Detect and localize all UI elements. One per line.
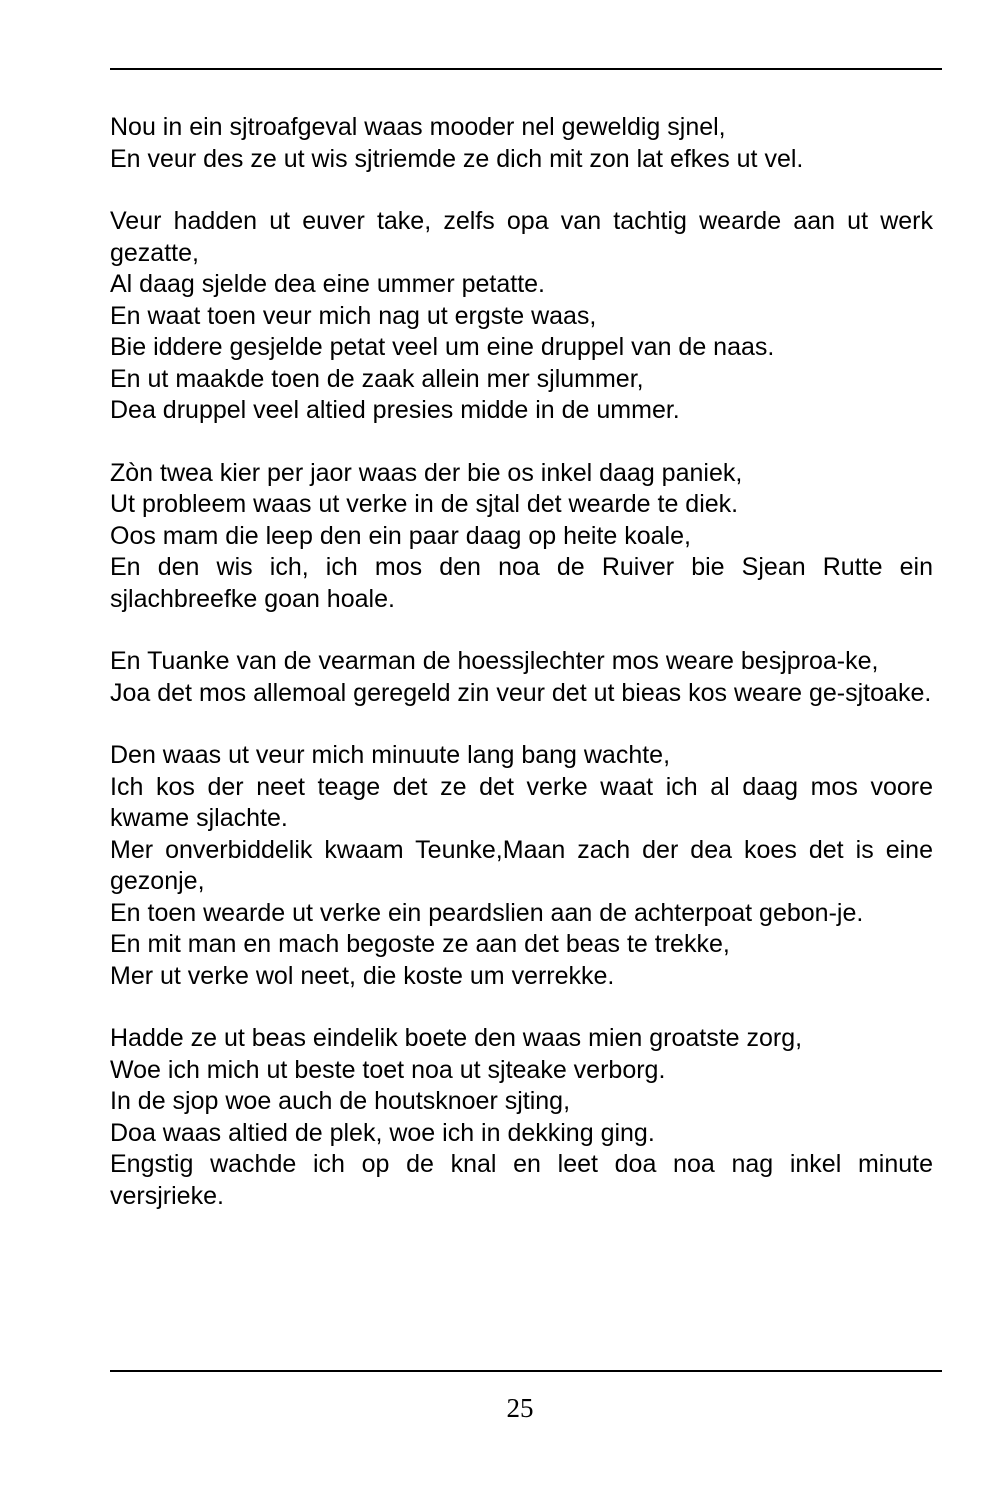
verse-line: En toen wearde ut verke ein peardslien aan de achterpoat gebon-je. bbox=[110, 898, 864, 927]
stanza-2 bbox=[110, 206, 933, 427]
verse-line: En waat toen veur mich nag ut ergste waas, bbox=[110, 301, 597, 330]
verse-line: Den waas ut veur mich minuute lang bang wachte, bbox=[110, 741, 671, 769]
verse-line: Ich kos der neet teage det ze det verke waat ich al daag mos voore kwame sjlachte. bbox=[110, 772, 933, 832]
verse-line: Veur hadden ut euver take, zelfs opa van tachtig wearde aan ut werk gezatte, bbox=[110, 207, 933, 267]
verse-line: En mit man en mach begoste ze aan det beas te trekke, bbox=[110, 930, 730, 958]
verse-line: Engstig wachde ich op de knal en leet doa noa nag inkel minute versjrieke. bbox=[110, 1150, 933, 1210]
bottom-rule bbox=[110, 1370, 942, 1372]
verse-line: Al daag sjelde dea eine ummer petatte. bbox=[110, 270, 545, 298]
verse-line: In de sjop woe auch de houtsknoer sjting, bbox=[110, 1087, 571, 1115]
stanza-1 bbox=[110, 112, 933, 175]
verse-line: En veur des ze ut wis sjtriemde ze dich mit zon lat efkes ut vel. bbox=[110, 144, 804, 173]
verse-line: Bie iddere gesjelde petat veel um eine druppel van de naas. bbox=[110, 333, 775, 361]
verse-line: Woe ich mich ut beste toet noa ut sjteake verborg. bbox=[110, 1055, 666, 1084]
verse-line: Hadde ze ut beas eindelik boete den waas mien groatste zorg, bbox=[110, 1024, 803, 1052]
verse-line: Nou in ein sjtroafgeval waas mooder nel geweldig sjnel, bbox=[110, 113, 726, 141]
poem-body bbox=[110, 112, 933, 1212]
verse-line: Oos mam die leep den ein paar daag op heite koale, bbox=[110, 521, 691, 550]
verse-line: En Tuanke van de vearman de hoessjlechter mos weare besjproa-ke, bbox=[110, 647, 879, 675]
stanza-5 bbox=[110, 740, 933, 992]
stanza-4 bbox=[110, 646, 933, 709]
verse-line: Ut probleem waas ut verke in de sjtal det wearde te diek. bbox=[110, 490, 739, 518]
verse-line: Joa det mos allemoal geregeld zin veur det ut bieas kos weare ge-sjtoake. bbox=[110, 678, 932, 707]
verse-line: En den wis ich, ich mos den noa de Ruiver bie Sjean Rutte ein sjlachbreefke goan hoale. bbox=[110, 553, 933, 613]
verse-line: Zòn twea kier per jaor waas der bie os inkel daag paniek, bbox=[110, 458, 743, 487]
top-rule bbox=[110, 68, 942, 70]
stanza-3 bbox=[110, 458, 933, 616]
verse-line: Mer ut verke wol neet, die koste um verrekke. bbox=[110, 961, 615, 990]
verse-line: Dea druppel veel altied presies midde in de ummer. bbox=[110, 396, 680, 424]
stanza-6 bbox=[110, 1023, 933, 1212]
page-number: 25 bbox=[506, 1393, 534, 1423]
verse-line: Doa waas altied de plek, woe ich in dekking ging. bbox=[110, 1118, 655, 1147]
verse-line: En ut maakde toen de zaak allein mer sjlummer, bbox=[110, 364, 644, 393]
verse-line: Mer onverbiddelik kwaam Teunke,Maan zach der dea koes det is eine gezonje, bbox=[110, 835, 933, 895]
